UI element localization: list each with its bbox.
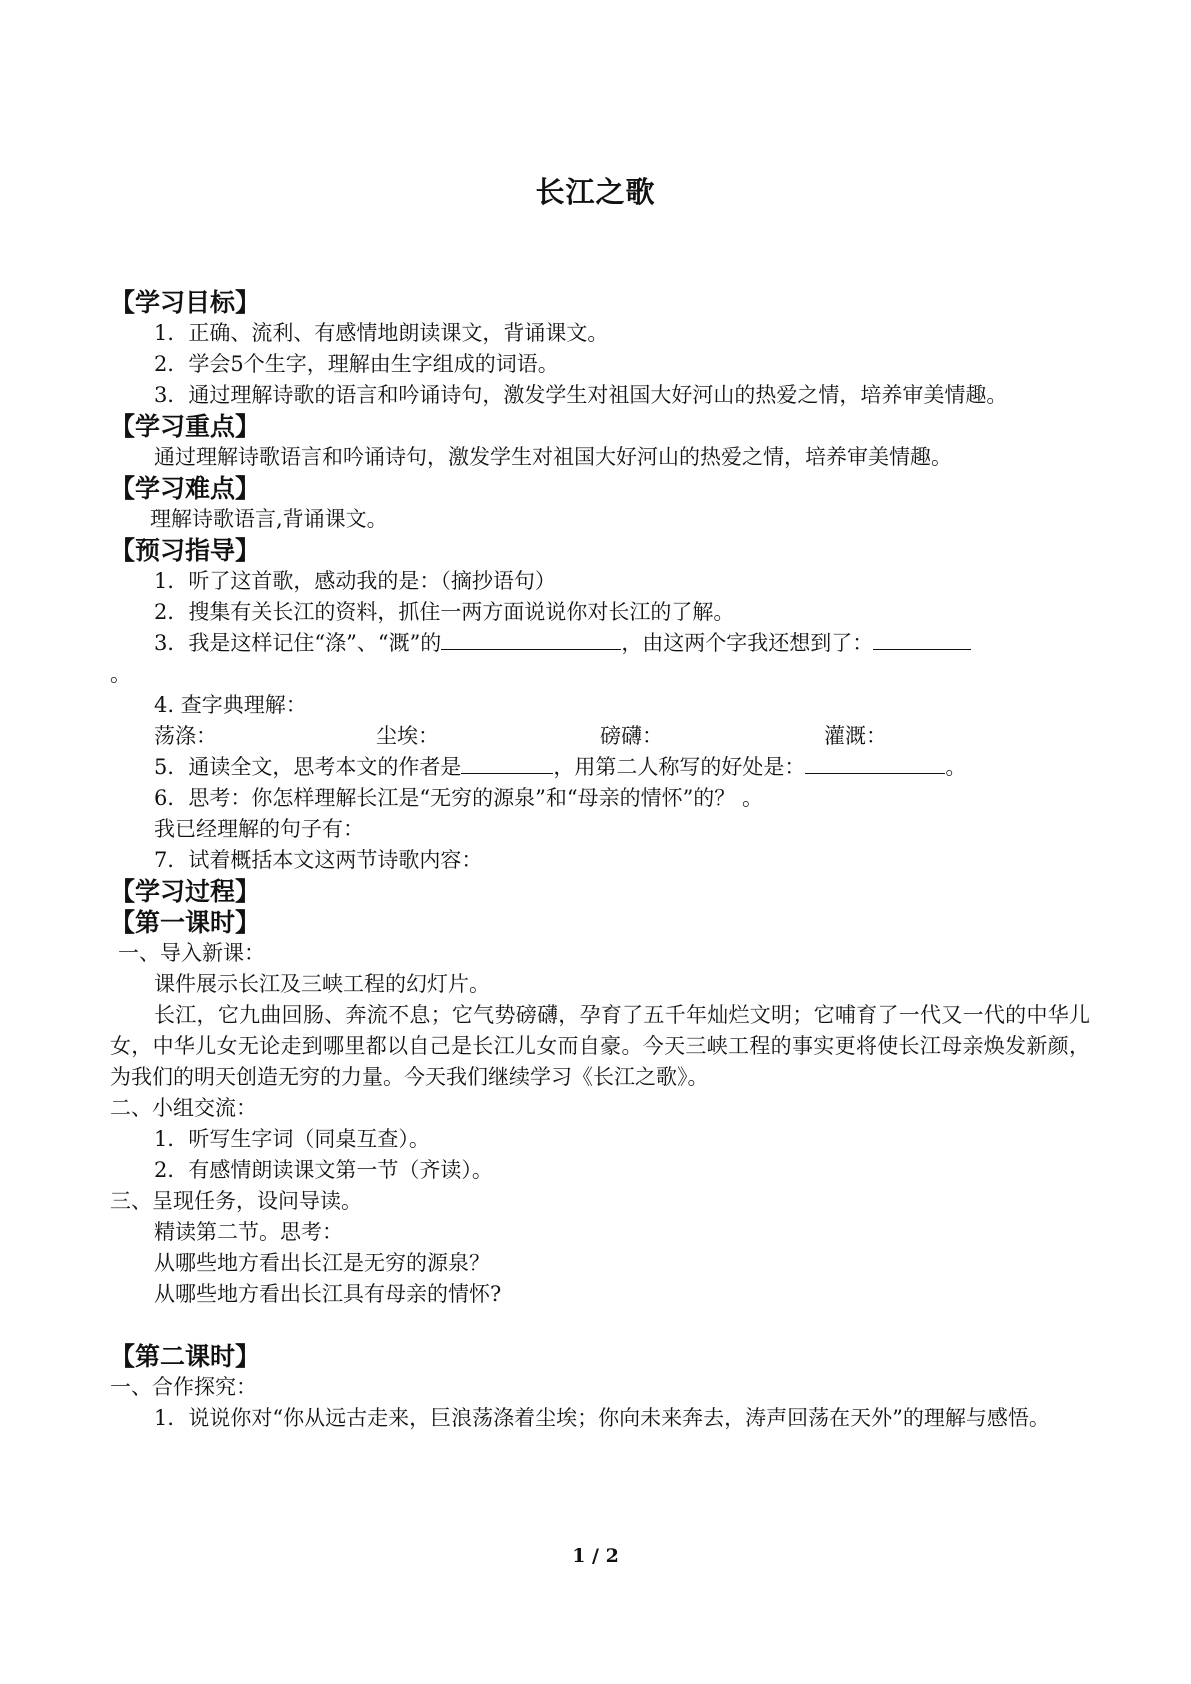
section-heading-key-points: 【学习重点】 [110, 412, 261, 441]
lesson1-part1-line1: 课件展示长江及三峡工程的幻灯片。 [154, 972, 490, 996]
preview-item-6: 6．思考：你怎样理解长江是“无穷的源泉”和“母亲的情怀”的？ 。 [154, 786, 763, 810]
preview-item-2: 2．搜集有关长江的资料，抓住一两方面说说你对长江的了解。 [154, 600, 735, 624]
fill-blank-association[interactable] [873, 629, 971, 650]
lesson1-part3-line-2: 从哪些地方看出长江是无穷的源泉？ [154, 1251, 490, 1275]
lesson1-part2-item-2: 2．有感情朗读课文第一节（齐读）。 [154, 1158, 493, 1182]
preview-item-3-end: 。 [110, 662, 131, 686]
dict-word-4: 灌溉： [824, 724, 887, 748]
preview-item-1: 1．听了这首歌，感动我的是：（摘抄语句） [154, 569, 556, 593]
lesson1-part3-line-1: 精读第二节。思考： [154, 1220, 343, 1244]
preview-item-5-part-a: 5．通读全文，思考本文的作者是 [154, 755, 462, 779]
fill-blank-second-person[interactable] [805, 753, 945, 774]
section-heading-process: 【学习过程】 [110, 877, 261, 906]
document-body [110, 287, 1090, 1434]
spacer [110, 1310, 1090, 1341]
lesson1-part3-line-3: 从哪些地方看出长江具有母亲的情怀? [154, 1282, 502, 1306]
preview-item-3-part-a: 3．我是这样记住“涤”、“溉”的 [154, 631, 442, 655]
dict-word-2: 尘埃： [376, 724, 439, 748]
document-title: 长江之歌 [535, 175, 656, 209]
lesson2-part1-item-1: 1．说说你对“你从远古走来，巨浪荡涤着尘埃；你向未来奔去，涛声回荡在天外”的理解与感悟。 [154, 1406, 1050, 1430]
preview-item-6-sub: 我已经理解的句子有： [154, 817, 364, 841]
key-points-text: 通过理解诗歌语言和吟诵诗句，激发学生对祖国大好河山的热爱之情，培养审美情趣。 [154, 445, 952, 469]
preview-item-5 [110, 752, 1090, 783]
fill-blank-author[interactable] [461, 753, 553, 774]
goal-item-1: 1．正确、流利、有感情地朗读课文，背诵课文。 [154, 321, 609, 345]
section-heading-lesson-1: 【第一课时】 [110, 908, 261, 937]
preview-item-3 [110, 628, 1090, 659]
section-heading-preview: 【预习指导】 [110, 536, 261, 565]
section-heading-lesson-2: 【第二课时】 [110, 1342, 261, 1371]
goal-item-3: 3．通过理解诗歌的语言和吟诵诗句，激发学生对祖国大好河山的热爱之情，培养审美情趣。 [154, 383, 1008, 407]
preview-item-4: 4. 查字典理解： [154, 693, 307, 717]
lesson2-part1-title: 一、合作探究： [110, 1375, 257, 1399]
section-heading-goals: 【学习目标】 [110, 288, 261, 317]
lesson1-part2-item-1: 1．听写生字词（同桌互查）。 [154, 1127, 430, 1151]
lesson1-part3-title: 三、呈现任务，设问导读。 [110, 1189, 362, 1213]
preview-item-3-part-b: ，由这两个字我还想到了： [621, 631, 874, 655]
dict-word-1: 荡涤： [154, 724, 217, 748]
fill-blank-memory[interactable] [441, 629, 621, 650]
dictionary-words-row [110, 721, 1090, 752]
page-number: 1 / 2 [572, 1545, 619, 1567]
dict-word-3: 磅礴： [600, 724, 663, 748]
lesson1-part1-title: 一、导入新课： [118, 941, 265, 965]
preview-item-5-part-b: ，用第二人称写的好处是： [553, 755, 806, 779]
section-heading-difficulties: 【学习难点】 [110, 474, 261, 503]
goal-item-2: 2．学会5个生字，理解由生字组成的词语。 [154, 352, 559, 376]
preview-item-7: 7．试着概括本文这两节诗歌内容： [154, 848, 483, 872]
difficulties-text: 理解诗歌语言,背诵课文。 [150, 507, 388, 531]
preview-item-5-part-c: 。 [945, 755, 967, 779]
lesson1-intro-paragraph: 长江，它九曲回肠、奔流不息；它气势磅礴，孕育了五千年灿烂文明；它哺育了一代又一代的中华儿女，中华儿女无论走到哪里都以自己是长江儿女而自豪。今天三峡工程的事实更将使长江母亲焕发新颜，为我们的明天创造无穷的力量。今天我们继续学习《长江之歌》。 [110, 1003, 1090, 1089]
lesson1-part2-title: 二、小组交流： [110, 1096, 257, 1120]
